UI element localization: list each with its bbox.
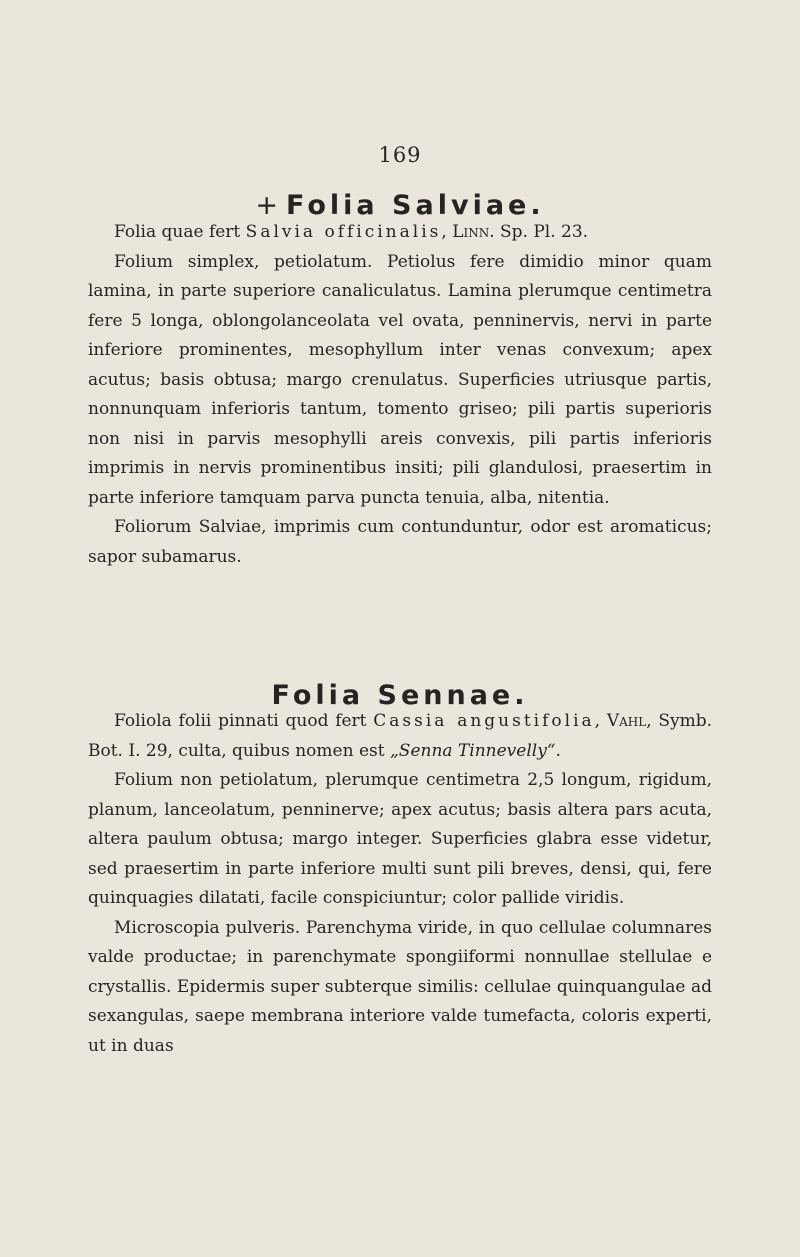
author-name: Linn. (452, 222, 495, 242)
page-number: 169 (378, 143, 422, 167)
intro-lead: Folia quae fert (114, 222, 246, 242)
sennae-description: Folium non petiolatum, plerumque centimetra 2,5 longum, rigidum, planum, lanceolatum, penninerve; apex acutus; basis altera pars acuta, altera paulum obtusa; margo integer. Superficies glabra esse videtur, sed praesertim in parte inferiore multi sunt pili breves, densi, qui, fere quinquagies dilatati, facile conspiciuntur; color pallide viridis. (88, 770, 712, 908)
cross-icon: + (255, 190, 279, 221)
period: . (555, 740, 561, 761)
sennae-intro (88, 707, 712, 766)
salviae-body (88, 218, 712, 572)
salviae-description: Folium simplex, petiolatum. Petiolus fere dimidio minor quam lamina, in parte superiore canaliculatus. Lamina plerumque centimetra fere 5 longa, oblongolanceolata vel ovata, penninervis, nervi in parte inferiore prominentes, mesophyllum inter venas convexum; apex acutus; basis obtusa; margo crenulatus. Superficies utriusque partis, nonnunquam inferioris tantum, tomento griseo; pili partis superioris non nisi in parvis mesophylli areis convexis, pili partis inferioris imprimis in nervis prominentibus insiti; pili glandulosi, praesertim in parte inferiore tamquam parva puncta tenuia, alba, nitentia. (88, 251, 712, 508)
intro-lead: Foliola folii pinnati quod fert (114, 711, 374, 731)
sennae-body (88, 707, 712, 1061)
author-name: Vahl, (606, 711, 652, 731)
separator: , (441, 222, 453, 242)
salviae-intro (88, 218, 712, 248)
section-title-salviae (0, 190, 800, 221)
species-name: Salvia officinalis (245, 222, 442, 242)
reference: Symb. Bot. I. 29, culta, quibus nomen est (88, 711, 713, 761)
species-name: Cassia angustifolia (373, 711, 595, 731)
reference: Sp. Pl. 23. (494, 222, 589, 242)
separator: , (594, 711, 607, 731)
trade-name: „Senna Tinnevelly“ (389, 740, 556, 761)
section-title-sennae: Folia Sennae. (271, 680, 529, 711)
section-title-salviae-text: Folia Salviae. (286, 190, 545, 221)
sennae-microscopy: Microscopia pulveris. Parenchyma viride, in quo cellulae columnares valde productae; in parenchymate spongiiformi nonnullae stellulae e crystallis. Epidermis super subterque similis: cellulae quinquangulae ad sexangulas, saepe membrana interiore valde tumefacta, coloris experti, ut in duas (88, 917, 712, 1056)
salviae-odor: Foliorum Salviae, imprimis cum contunduntur, odor est aromaticus; sapor subamarus. (88, 517, 712, 567)
